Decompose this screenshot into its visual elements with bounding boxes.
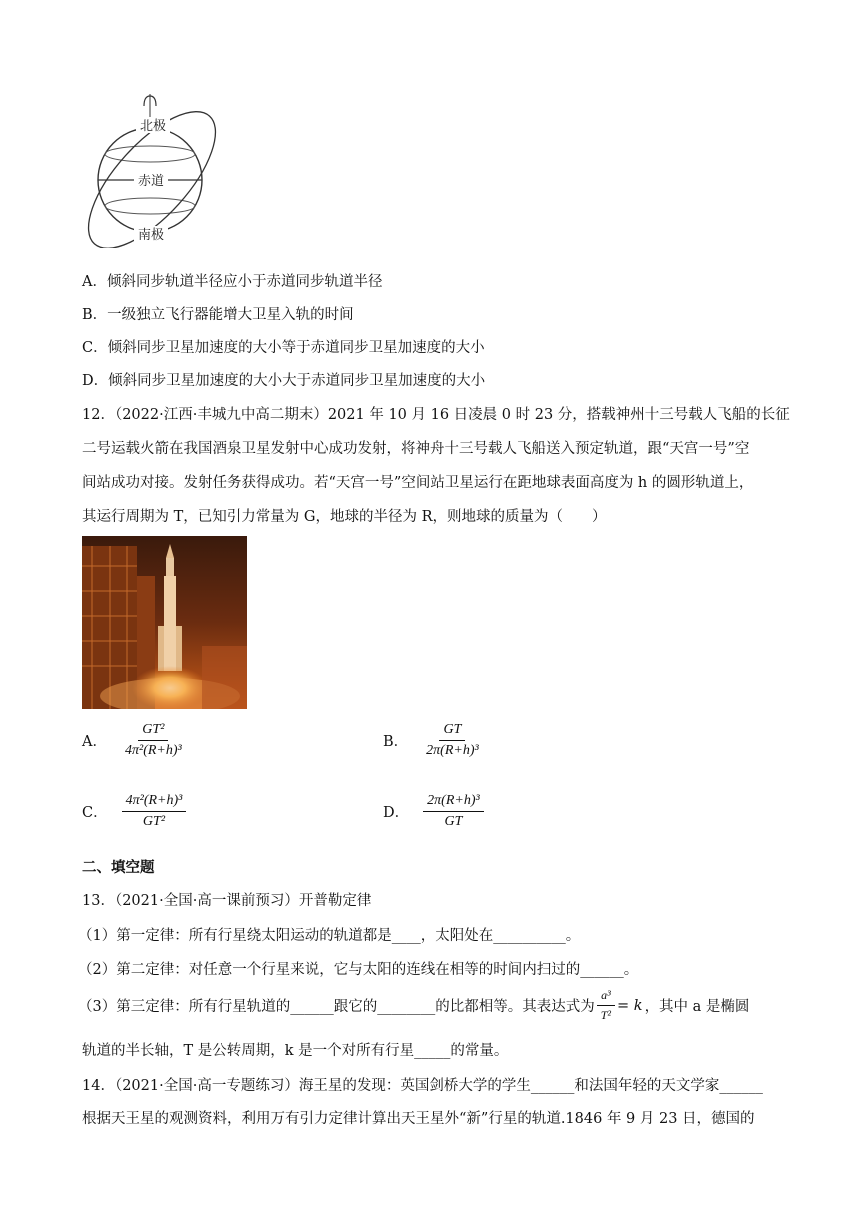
q12-c-numerator: 4π²(R+h)³ xyxy=(122,793,187,812)
q12-option-c: C． $\frac{\text{4π²(R+h)³}}{\text{GT²}}$ xyxy=(82,793,186,830)
q13-part-2: （2）第二定律：对任意一个行星来说，它与太阳的连线在相等的时间内扫过的______。 xyxy=(78,962,639,978)
q12-a-denominator: 4π²(R+h)³ xyxy=(124,743,182,758)
north-pole-label: 北极 xyxy=(139,119,167,134)
q12-option-a: A． $\frac{\text{GT²}}{\text{4π²(R+h)³}}$ xyxy=(82,722,186,759)
equator-label: 赤道 xyxy=(137,174,165,189)
section-title: 二、填空题 xyxy=(82,859,155,876)
south-pole-label: 南极 xyxy=(137,228,165,243)
q11-option-a: A．倾斜同步轨道半径应小于赤道同步轨道半径 xyxy=(82,274,383,290)
q12-a-numerator: GT² xyxy=(138,722,168,741)
q12-line-3: 间站成功对接。发射任务获得成功。若“天宫一号”空间站卫星运行在距地球表面高度为 h 的圆形轨道上， xyxy=(82,475,754,491)
q14-line-2: 根据天王星的观测资料，利用万有引力定律计算出天王星外“新”行星的轨道.1846 年 9 月 23 日，德国的 xyxy=(82,1111,755,1127)
q12-d-denominator: GT xyxy=(444,814,463,829)
q12-d-numerator: 2π(R+h)³ xyxy=(423,793,484,812)
q12-option-b: B． $\frac{GT}{\text{2π(R+h)³}}$ xyxy=(383,722,483,759)
q11-option-c: C．倾斜同步卫星加速度的大小等于赤道同步卫星加速度的大小 xyxy=(82,340,485,356)
q13-part-1: （1）第一定律：所有行星绕太阳运动的轨道都是____，太阳处在__________。 xyxy=(78,928,581,944)
inclined-orbit xyxy=(80,92,230,248)
q12-option-d: D． $\frac{\text{2π(R+h)³}}{GT}$ xyxy=(383,793,484,830)
q11-option-d: D．倾斜同步卫星加速度的大小大于赤道同步卫星加速度的大小 xyxy=(82,373,486,389)
q12-b-numerator: GT xyxy=(439,722,465,741)
kepler-formula-numerator: a³ xyxy=(597,988,615,1006)
q12-line-1: 12．（2022·江西·丰城九中高二期末）2021 年 10 月 16 日凌晨 0 时 23 分，搭载神州十三号载人飞船的长征 xyxy=(82,407,790,423)
q12-line-4: 其运行周期为 T，已知引力常量为 G，地球的半径为 R，则地球的质量为（ ） xyxy=(82,509,607,525)
kepler-formula-rhs: = k xyxy=(617,997,643,1014)
q13-part-3: （3）第三定律：所有行星轨道的______跟它的________的比都相等。其表达式为 $\frac{\text{a³}}{\text{T²}}$ = k ，其中 a 是椭圆 xyxy=(78,988,750,1022)
rocket-launch-photo xyxy=(82,536,247,709)
q13-part-3-cont: 轨道的半长轴，T 是公转周期，k 是一个对所有行星_____的常量。 xyxy=(82,1043,509,1059)
q14-line-1: 14．（2021·全国·高一专题练习）海王星的发现：英国剑桥大学的学生______和法国年轻的天文学家______ xyxy=(82,1078,763,1094)
earth-orbit-diagram xyxy=(80,92,230,248)
q13-title: 13．（2021·全国·高一课前预习）开普勒定律 xyxy=(82,893,372,909)
q12-line-2: 二号运载火箭在我国酒泉卫星发射中心成功发射，将神舟十三号载人飞船送入预定轨道，跟“天宫一号”空 xyxy=(82,441,750,457)
q11-option-b: B．一级独立飞行器能增大卫星入轨的时间 xyxy=(82,307,354,323)
q12-c-denominator: GT² xyxy=(142,814,166,829)
q12-b-denominator: 2π(R+h)³ xyxy=(426,743,479,758)
kepler-formula-denominator: T² xyxy=(600,1008,612,1022)
